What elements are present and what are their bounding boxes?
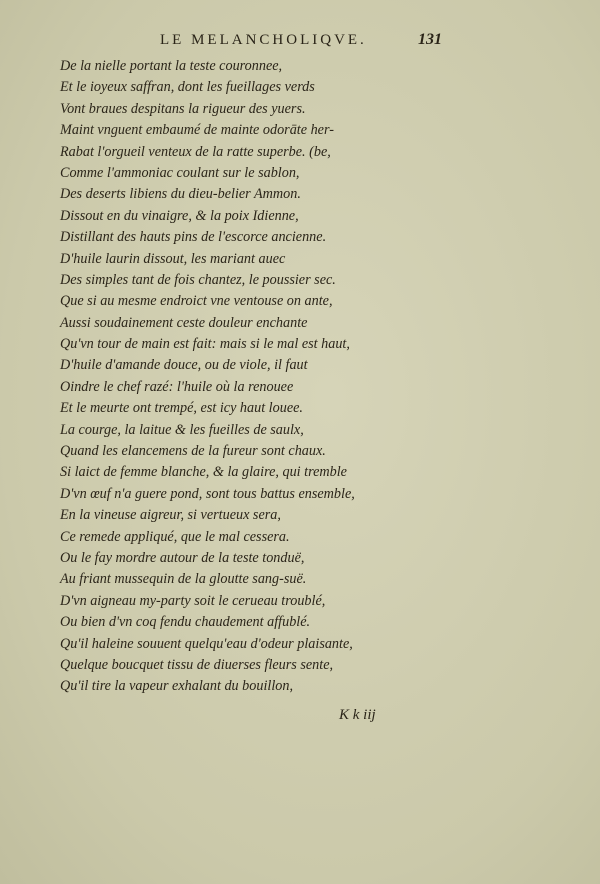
verse-line: Qu'vn tour de main est fait: mais si le mal est haut, (60, 336, 350, 353)
verse-line: Ce remede appliqué, que le mal cessera. (60, 528, 290, 545)
signature-mark: K k iij (339, 707, 376, 723)
verse-line: La courge, la laitue & les fueilles de saulx, (60, 421, 304, 438)
verse-line: Ou le fay mordre autour de la teste tonduë, (60, 549, 305, 566)
verse-block (60, 56, 420, 698)
verse-line: D'vn aigneau my-party soit le cerueau troublé, (60, 592, 326, 609)
verse-line: Distillant des hauts pins de l'escorce ancienne. (60, 229, 327, 246)
verse-line: Vont braues despitans la rigueur des yuers. (60, 100, 306, 117)
verse-line: Ou bien d'vn coq fendu chaudement affublé. (60, 614, 311, 631)
verse-line: Des deserts libiens du dieu-belier Ammon. (60, 186, 301, 203)
verse-line: D'huile d'amande douce, ou de viole, il faut (60, 357, 308, 374)
verse-line: En la vineuse aigreur, si vertueux sera, (60, 507, 281, 524)
verse-line: Des simples tant de fois chantez, le poussier sec. (60, 271, 336, 288)
verse-line: De la nielle portant la teste couronnee, (60, 58, 283, 74)
verse-line: Qu'il tire la vapeur exhalant du bouillon, (60, 678, 294, 695)
running-title: LE MELANCHOLIQVE. (160, 32, 367, 48)
verse-line: Oindre le chef razé: l'huile où la renouee (60, 378, 294, 395)
verse-line: Si laict de femme blanche, & la glaire, qui tremble (60, 464, 347, 481)
verse-line: Aussi soudainement ceste douleur enchante (60, 314, 308, 331)
verse-line: Maint vnguent embaumé de mainte odorāte her- (60, 122, 334, 139)
verse-line: Quand les elancemens de la fureur sont chaux. (60, 443, 326, 460)
verse-line: Que si au mesme endroict vne ventouse on ante, (60, 293, 333, 310)
page-number: 131 (418, 31, 442, 48)
verse-line: Rabat l'orgueil venteux de la ratte superbe. (be, (60, 143, 331, 160)
verse-line: Qu'il haleine souuent quelqu'eau d'odeur plaisante, (60, 635, 353, 652)
verse-line: Et le meurte ont trempé, est icy haut louee. (60, 400, 303, 417)
verse-line: Quelque boucquet tissu de diuerses fleurs sente, (60, 656, 334, 673)
verse-line: Dissout en du vinaigre, & la poix Idienne, (60, 207, 299, 224)
verse-line: Au friant mussequin de la gloutte sang-suë. (60, 571, 307, 588)
verse-line: Comme l'ammoniac coulant sur le sablon, (60, 164, 300, 181)
verse-line: D'huile laurin dissout, les mariant auec (60, 250, 286, 267)
verse-line: D'vn œuf n'a guere pond, sont tous battus ensemble, (60, 485, 355, 502)
verse-line: Et le ioyeux saffran, dont les fueillages verds (60, 79, 315, 96)
